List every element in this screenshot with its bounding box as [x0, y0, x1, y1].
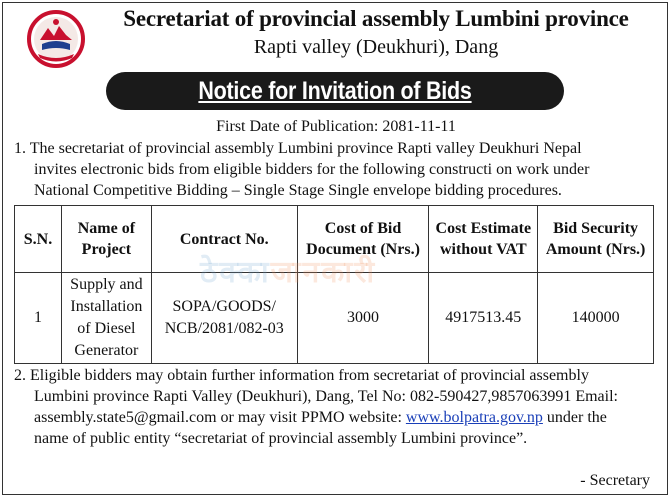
- header-cost-of-bid-document: Cost of Bid Document (Nrs.): [297, 206, 429, 273]
- organization-title: Secretariat of provincial assembly Lumbini province: [123, 6, 629, 31]
- notice-heading-banner: [106, 72, 564, 110]
- notice-heading: Notice for Invitation of Bids: [198, 77, 472, 105]
- header-cost-estimate: Cost Estimate without VAT: [429, 206, 538, 273]
- paragraph-1-line: 1. The secretariat of provincial assembly Lumbini province Rapti valley Deukhuri Nepal: [14, 140, 582, 157]
- publication-date: First Date of Publication: 2081-11-11: [216, 118, 456, 135]
- paragraph-2-line: [14, 407, 654, 428]
- organization-location: Rapti valley (Deukhuri), Dang: [253, 36, 499, 58]
- paragraph-1: [14, 138, 654, 201]
- header-name-of-project: Name of Project: [61, 206, 151, 273]
- paragraph-1-line: invites electronic bids from eligible bidders for the following constructi on work under: [34, 161, 590, 178]
- paragraph-2-line: Lumbini province Rapti Valley (Deukhuri), Dang, Tel No: 082-590427,9857063991 Email:: [34, 388, 618, 405]
- paragraph-2-line: 2. Eligible bidders may obtain further information from secretariat of provincial assembly: [14, 367, 589, 384]
- watermark-part-2: जानकारी: [270, 255, 377, 290]
- header-sn: S.N.: [15, 206, 62, 273]
- paragraph-1-line: National Competitive Bidding – Single Stage Single envelope bidding procedures.: [34, 182, 562, 199]
- watermark: [200, 250, 376, 291]
- nepal-emblem-icon: [26, 10, 86, 68]
- cell-cost-estimate: 4917513.45: [429, 273, 538, 364]
- cell-bid-security: 140000: [538, 273, 654, 364]
- header-contract-no: Contract No.: [151, 206, 297, 273]
- ppmo-website-link[interactable]: www.bolpatra.gov.np: [405, 409, 543, 426]
- paragraph-2-line: name of public entity “secretariat of provincial assembly Lumbini province”.: [34, 430, 528, 447]
- paragraph-2: [14, 365, 654, 449]
- cell-sn: 1: [15, 273, 62, 364]
- header-bid-security: Bid Security Amount (Nrs.): [538, 206, 654, 273]
- paragraph-2-tail: under the: [542, 409, 607, 426]
- email-and-website-text: assembly.state5@gmail.com or may visit PPMO website:: [34, 409, 406, 426]
- cell-name-of-project: Supply and Installation of Diesel Generator: [61, 273, 151, 364]
- signature: - Secretary: [580, 472, 650, 489]
- cell-cost-of-bid-document: 3000: [297, 273, 429, 364]
- cell-contract-no: SOPA/GOODS/ NCB/2081/082-03: [151, 273, 297, 364]
- watermark-part-1: ठेक्का: [200, 255, 271, 290]
